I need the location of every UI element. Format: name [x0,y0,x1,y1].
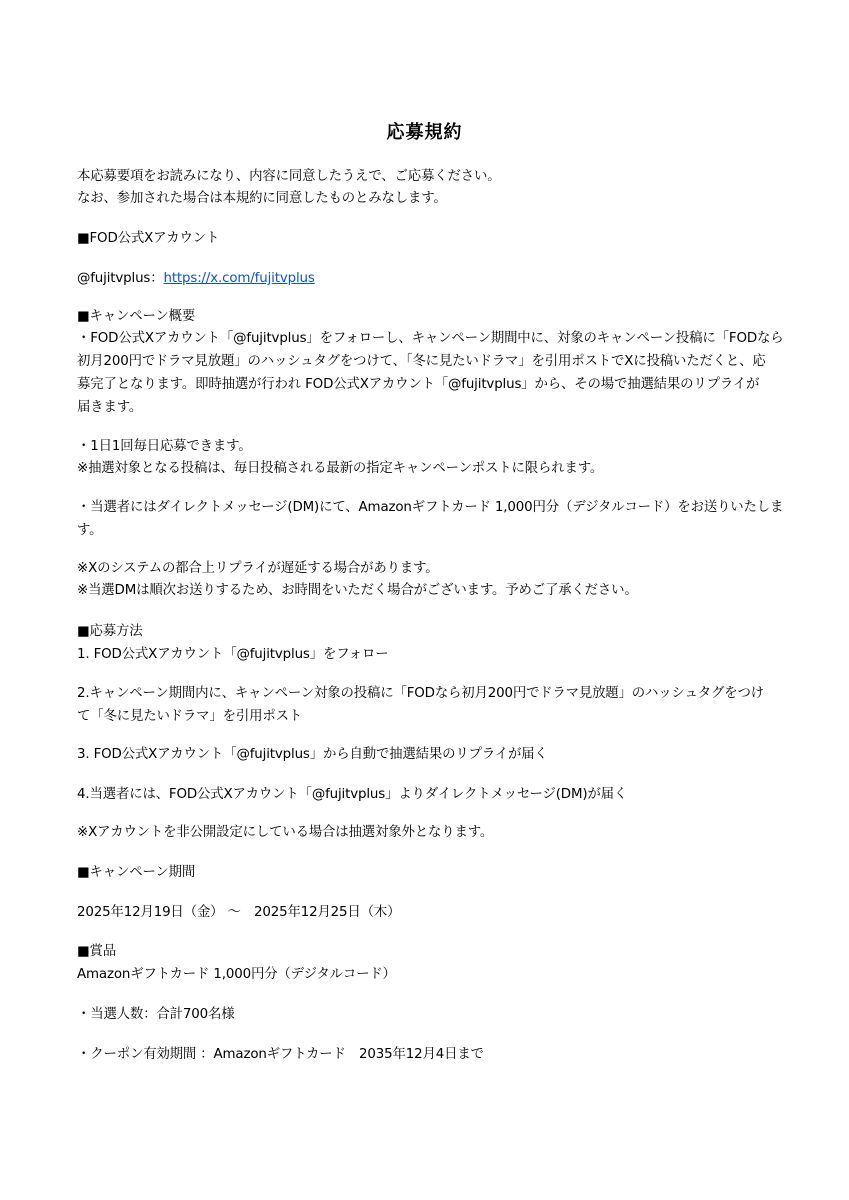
method-step-1: 1. FOD公式Xアカウント「@fujitvplus」をフォロー [77,647,389,662]
prize-winners: ・当選人数：合計700名様 [77,1007,235,1022]
intro-line-1: 本応募要項をお読みになり、内容に同意したうえで、ご応募ください。 [77,169,501,184]
overview-para1-line-4: 届きます。 [77,400,143,415]
account-handle: @fujitvplus： [77,271,164,286]
overview-para1-line-1: ・FOD公式Xアカウント「@fujitvplus」をフォローし、キャンペーン期間中に、対象のキャンペーン投稿に「FODなら [77,331,784,346]
account-handle-line [77,269,777,289]
period-heading: ■キャンペーン期間 [77,865,196,880]
method-step-2-line-2: て「冬に見たいドラマ」を引用ポスト [77,709,303,724]
method-step-4: 4.当選者には、FOD公式Xアカウント「@fujitvplus」よりダイレクトメッセージ(DM)が届く [77,787,628,802]
overview-para3-line-1: ・当選者にはダイレクトメッセージ(DM)にて、Amazonギフトカード 1,000円分（デジタルコード）をお送りいたしま [77,500,784,515]
overview-para3-line-2: す。 [77,523,103,538]
prize-heading: ■賞品 [77,944,116,959]
overview-para4-line-1: ※Xのシステムの都合上リプライが遅延する場合があります。 [77,561,439,576]
method-step-3: 3. FOD公式Xアカウント「@fujitvplus」から自動で抽選結果のリプライが届く [77,747,548,762]
account-heading: ■FOD公式Xアカウント [77,231,220,246]
method-heading: ■応募方法 [77,624,143,639]
prize-validity: ・クーポン有効期間 ：Amazonギフトカード 2035年12月4日まで [77,1047,484,1062]
overview-para2-line-1: ・1日1回毎日応募できます。 [77,439,252,454]
overview-para1-line-2: 初月200円でドラマ見放題」のハッシュタグをつけて、「冬に見たいドラマ」を引用ポストでXに投稿いただくと、応 [77,354,766,369]
prize-item: Amazonギフトカード 1,000円分（デジタルコード） [77,967,396,982]
overview-para4-line-2: ※当選DMは順次お送りするため、お時間をいただく場合がございます。予めご了承ください。 [77,583,638,598]
overview-para1-line-3: 募完了となります。即時抽選が行われ FOD公式Xアカウント「@fujitvplus」から、その場で抽選結果のリプライが [77,377,760,392]
page-title: 応募規約 [386,122,463,143]
period-dates: 2025年12月19日（金） 〜 2025年12月25日（木） [77,905,401,920]
method-step-2-line-1: 2.キャンペーン期間内に、キャンペーン対象の投稿に「FODなら初月200円でドラマ見放題」のハッシュタグをつけ [77,686,764,701]
account-url-link[interactable]: https://x.com/fujitvplus [163,271,315,286]
method-note: ※Xアカウントを非公開設定にしている場合は抽選対象外となります。 [77,825,494,840]
overview-heading: ■キャンペーン概要 [77,309,196,324]
overview-para2-line-2: ※抽選対象となる投稿は、毎日投稿される最新の指定キャンペーンポストに限られます。 [77,461,604,476]
intro-line-2: なお、参加された場合は本規約に同意したものとみなします。 [77,191,447,206]
